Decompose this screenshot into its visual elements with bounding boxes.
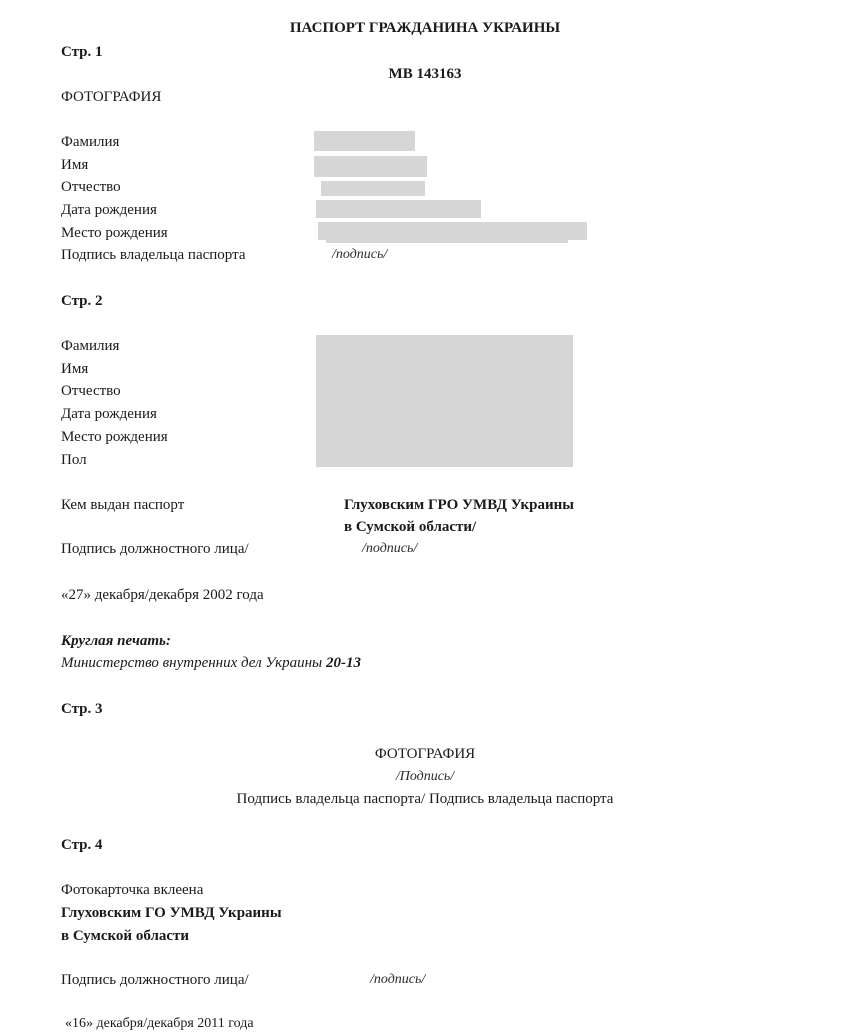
page1-label-patronymic: Отчество bbox=[61, 179, 121, 195]
stamp-text: Министерство внутренних дел Украины bbox=[61, 655, 323, 671]
page4-official-signature: /подпись/ bbox=[370, 972, 426, 987]
page1-label-name: Имя bbox=[61, 157, 89, 173]
issued-by-line1: Глуховским ГРО УМВД Украины bbox=[344, 497, 574, 513]
issued-by-label: Кем выдан паспорт bbox=[61, 497, 185, 513]
page1-photo-label: ФОТОГРАФИЯ bbox=[61, 89, 162, 105]
page4-issuer-line2: в Сумской области bbox=[61, 928, 190, 944]
page4-issuer-line1: Глуховским ГО УМВД Украины bbox=[61, 905, 282, 921]
page3-photo-label: ФОТОГРАФИЯ bbox=[374, 746, 476, 762]
page1-label-birthplace: Место рождения bbox=[61, 225, 168, 241]
page1-label-surname: Фамилия bbox=[61, 134, 120, 150]
page2-label-surname: Фамилия bbox=[61, 338, 120, 354]
redaction-page2-values bbox=[316, 335, 573, 467]
photo-glued-label: Фотокарточка вклеена bbox=[61, 882, 204, 898]
page4-heading: Стр. 4 bbox=[61, 837, 103, 853]
page1-heading: Стр. 1 bbox=[61, 44, 103, 60]
page2-label-birthplace: Место рождения bbox=[61, 429, 168, 445]
passport-number: МВ 143163 bbox=[388, 66, 462, 82]
page3-heading: Стр. 3 bbox=[61, 701, 103, 717]
page3-signature: /Подпись/ bbox=[395, 769, 455, 784]
page2-official-signature: /подпись/ bbox=[362, 541, 418, 556]
redaction-patronymic bbox=[321, 181, 425, 196]
page2-official-signature-label: Подпись должностного лица/ bbox=[61, 541, 249, 557]
page2-label-sex: Пол bbox=[61, 452, 87, 468]
page2-label-name: Имя bbox=[61, 361, 89, 377]
page2-label-birthdate: Дата рождения bbox=[61, 406, 157, 422]
redaction-name bbox=[314, 156, 427, 177]
redaction-birthplace-tail bbox=[326, 240, 568, 243]
document-title: ПАСПОРТ ГРАЖДАНИНА УКРАИНЫ bbox=[289, 20, 561, 36]
page1-label-birthdate: Дата рождения bbox=[61, 202, 157, 218]
redaction-surname bbox=[314, 131, 415, 151]
redaction-birthplace bbox=[318, 222, 587, 240]
stamp-code: 20-13 bbox=[325, 655, 361, 671]
page4-date-partial: «16» декабря/декабря 2011 года bbox=[65, 1016, 254, 1031]
page2-heading: Стр. 2 bbox=[61, 293, 103, 309]
stamp-label: Круглая печать: bbox=[61, 633, 171, 649]
page4-official-signature-label: Подпись должностного лица/ bbox=[61, 972, 249, 988]
page1-owner-signature: /подпись/ bbox=[332, 247, 388, 262]
redaction-birthdate bbox=[316, 200, 481, 218]
issued-by-line2: в Сумской области/ bbox=[344, 519, 477, 535]
stamp-text-line bbox=[61, 654, 361, 672]
page1-label-owner-signature: Подпись владельца паспорта bbox=[61, 247, 246, 263]
page3-signature-caption: Подпись владельца паспорта/ Подпись владельца паспорта bbox=[236, 791, 614, 807]
page2-label-patronymic: Отчество bbox=[61, 383, 121, 399]
issue-date: «27» декабря/декабря 2002 года bbox=[61, 587, 264, 603]
